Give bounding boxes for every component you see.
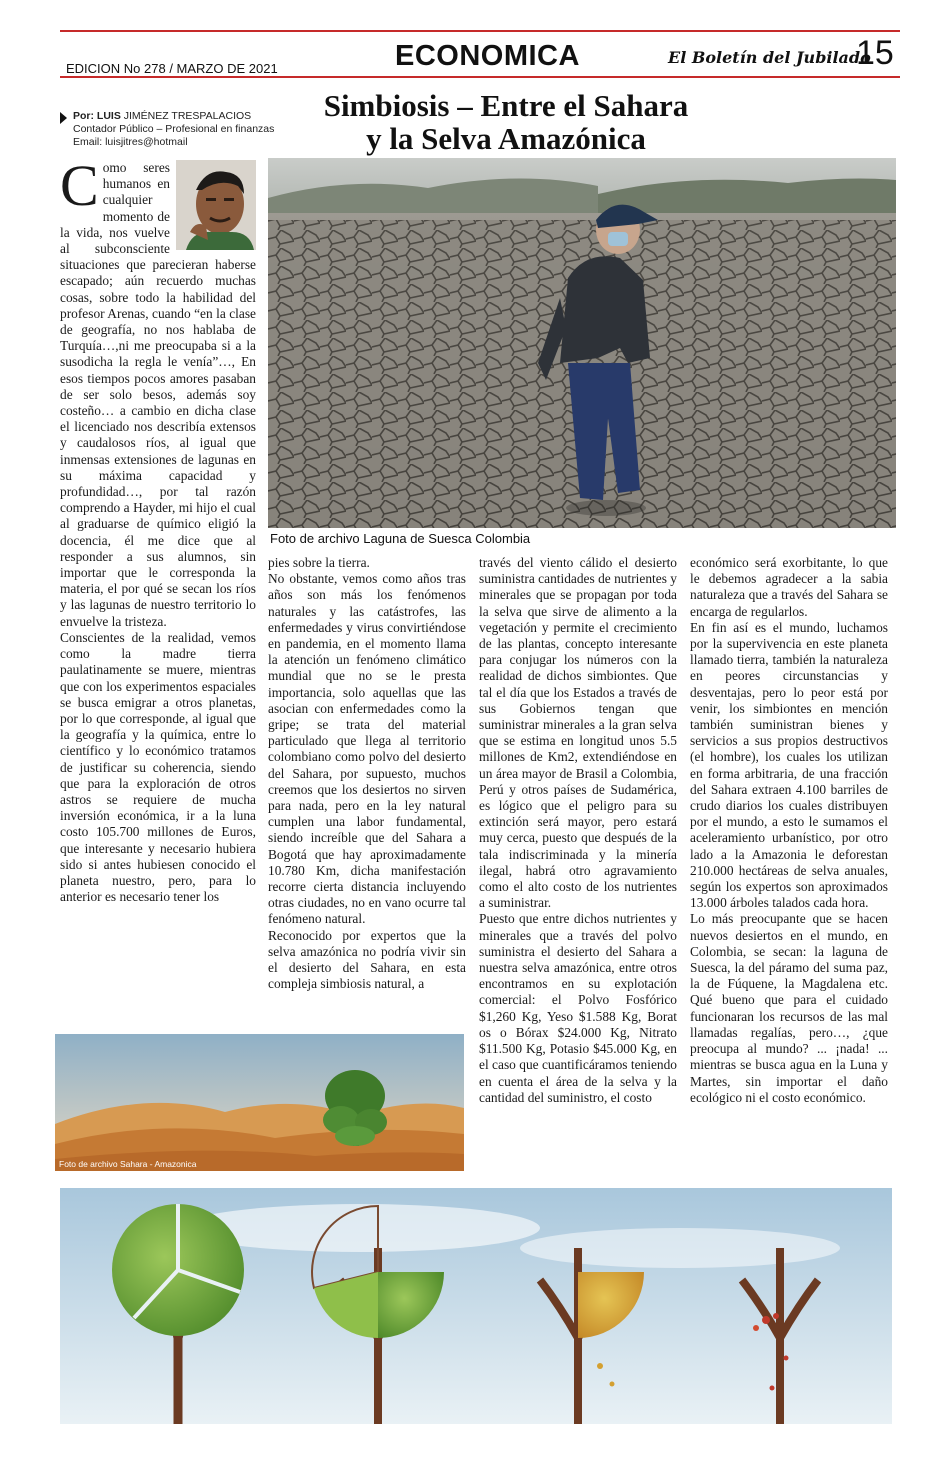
desert-photo-caption: Foto de archivo Sahara - Amazonica (59, 1159, 197, 1169)
header-rule (60, 76, 900, 78)
author-portrait-art (176, 160, 256, 250)
masthead: El Boletín del Jubilado (668, 48, 871, 67)
page-number: 15 (856, 34, 894, 72)
headline-line-2: y la Selva Amazónica (366, 121, 646, 156)
paragraph-en-fin: En fin así es el mundo, luchamos por la supervivencia en este planeta llamado tierra, también la naturaleza en peores circunstancias y desventajas, pero lo peor está por venir, los simbiontes en mención también suministran bienes y servicios a sus propios destructivos (el hombre), los cuales los utilizan en forma arbitraria, de una fracción del Sahara extraen 4.100 barriles de crudo diarios los cuales distribuyen por el mundo, a esto le sumamos el aceleramiento urbanístico, por otro lado a la Amazonia le deforestan 210.000 hectáreas de selva anuales, según los expertos son aproximados 13.000 árboles talados cada hora. (690, 619, 888, 911)
lagoon-photo-art (268, 158, 896, 528)
article-headline (296, 89, 716, 155)
paragraph-conscientes: Conscientes de la realidad, vemos como la madre tierra paulatinamente se muere, mientras que con los experimentos espaciales se busca emigrar a otros planetas, por lo que corresponde, al igual que la geografía y la química, entre lo científico y lo económico tratamos de justificar su coherencia, siendo que para la exploración de otros astros se requiere de mucha inversión económica, ir a la luna costo 105.700 millones de Euros, que interesante y necesario hubiera sido si antes hubiesen conocido el planeta nuestro, pero, para lo anterior es necesario tener los (60, 629, 256, 905)
top-rule (60, 30, 900, 32)
byline-name: JIMÉNEZ TRESPALACIOS (120, 110, 252, 122)
byline-prefix: Por: LUIS (73, 110, 121, 122)
author-portrait (176, 160, 256, 250)
trees-illustration-art (60, 1188, 892, 1424)
paragraph-intro: omo seres humanos en cualquier momento de la vida, nos vuelve al subconsciente situaciones que parecieran haberse escapado; aún recuerdo muchas cosas, sobre todo la habilidad del profesor Arenas, cuando “en la clase de geografía, no nos hablaba de Turquía…,ni me preocupaba si a la susodicha la regla le venía”…, En esos tiempos pocos amores pasaban de ser solo besos, además soy costeño… a cambio en dicha clase el licenciado nos describía extensos y caudalosos ríos, al igual que inmensas extensiones de lagunas en su máxima capacidad y profundidad…, por tal razón comprendo a Hayder, mi hijo el cual al graduarse de químico eligió la docencia, él me dice que al responder a sus alumnos, sin importar que le corresponda la materia, el por qué se secan los ríos y las lagunas de nuestro territorio lo envuelve la tristeza. (60, 160, 256, 629)
byline-arrow-icon (60, 112, 67, 124)
paragraph-nutrientes: Puesto que entre dichos nutrientes y minerales que a través del polvo suministra el desierto del Sahara a nuestra selva amazónica, entre otros encontramos en su explotación comercial: el Polvo Fosfórico $1,260 Kg, Yeso $1.588 Kg, Borat os o Bórax $24.000 Kg, Nitrato $11.500 Kg, Potasio $45.000 Kg, en el caso que cuantificáramos teniendo en cuenta el área de la selva y la cantidad del suministro, el costo (479, 911, 677, 1105)
article-column-3 (479, 555, 677, 1106)
desert-tree-photo (55, 1034, 464, 1171)
byline-role: Contador Público – Profesional en finanzas (73, 123, 275, 135)
byline-email: Email: luisjitres@hotmail (73, 136, 188, 148)
headline-line-1: Simbiosis – Entre el Sahara (323, 88, 689, 123)
byline (60, 110, 274, 149)
drop-cap: C (60, 153, 99, 218)
section-title: ECONOMICA (395, 40, 580, 72)
paragraph-reconocido: Reconocido por expertos que la selva amazónica no podría vivir sin el desierto del Sahara, en esta compleja simbiosis natural, a (268, 927, 466, 992)
desert-photo-art (55, 1034, 464, 1171)
paragraph-no-obstante: No obstante, vemos como años tras años son más los fenómenos naturales y las catástrofes, las enfermedades y virus convirtiéndose en pandemia, en el momento llama la atención un fenómeno climático mundial que no se le presta importancia, solo aquellas que las asocian con enfermedades como la gripe; se trata del material particulado que llega al territorio colombiano como polvo del desierto del Sahara, por supuesto, muchos creemos que los desiertos no sirven para nada, pero en la ley natural cumplen una labor fundamental, siendo increíble que del Sahara a Bogotá que hay aproximadamente 10.780 Km, dicha manifestación recorre cierta distancia incluyendo otras ciudades, no en vano ocurre tal fenómeno natural. (268, 571, 466, 927)
main-photo-caption: Foto de archivo Laguna de Suesca Colombia (270, 531, 531, 546)
article-column-2 (268, 555, 466, 992)
paragraph-economico: económico será exorbitante, lo que le debemos agradecer a la sabia naturaleza que a través del Sahara se encarga de regularlos. (690, 555, 888, 619)
edition-label: EDICION No 278 / MARZO DE 2021 (66, 61, 278, 76)
paragraph-preocupante: Lo más preocupante que se hacen nuevos desiertos en el mundo, en Colombia, se secan: la laguna de Suesca, la del páramo del suma paz, la de Fúquene, la Magdalena etc. Qué bueno que para el cuidado funcionaran los recursos de las mal llamadas regalías, pero…, ¿que preocupa al mundo? ... ¡nada! ... mientras se busca agua en la Luna y Martes, sin importar el daño ecológico ni el costo económico. (690, 911, 888, 1105)
seasonal-trees-illustration (60, 1188, 892, 1424)
paragraph-viento: través del viento cálido el desierto suministra cantidades de nutrientes y minerales que se propagan por toda la selva que sirve de alimento a la vegetación y permite el crecimiento de las plantas, concepto interesante para conjugar los números con la realidad de dichos simbiontes. Que tal el día que los Estados a través de sus Gobiernos tengan que suministrar minerales a la gran selva que se estima en longitud unos 5.5 millones de Km2, extendiéndose en un área mayor de Brasil a Colombia, Perú y otros países de Sudamérica, es lógico que el peligro para su extinción será mayor, pero estará muy cerca, puesto que después de la tala indiscriminada y la minería ilegal, habrá otro agravamiento como el alto costo de los nutrientes a suministrar. (479, 555, 677, 911)
cracked-lagoon-photo (268, 158, 896, 528)
article-column-4 (690, 555, 888, 1106)
article-column-1 (60, 153, 256, 905)
paragraph-pies: pies sobre la tierra. (268, 555, 370, 570)
